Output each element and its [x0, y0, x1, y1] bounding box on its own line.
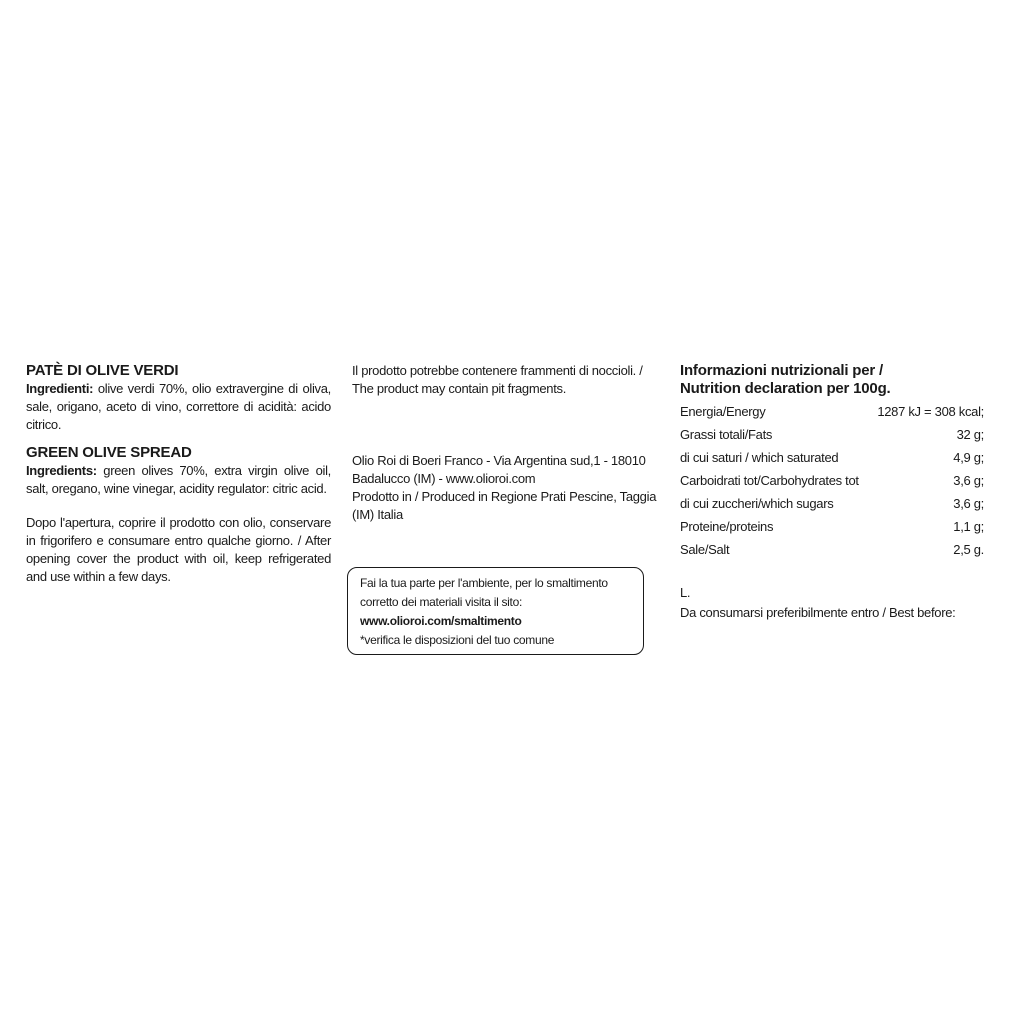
- column-producer: [352, 362, 662, 524]
- nutrition-row: [680, 515, 984, 538]
- nutrition-row: [680, 492, 984, 515]
- lot-label: L.: [680, 585, 691, 600]
- italian-ingredients: [26, 380, 331, 434]
- italian-ingredients-text: olive verdi 70%, olio extravergine di oliva, sale, origano, aceto di vino, correttore di acidità: acido citrico.: [26, 381, 331, 432]
- nutrition-label: Proteine/proteins: [680, 519, 774, 534]
- disposal-line-2: corretto dei materiali visita il sito:: [360, 595, 522, 609]
- nutrition-title-line-1: Informazioni nutrizionali per /: [680, 362, 883, 379]
- nutrition-value: 3,6 g;: [953, 473, 984, 488]
- nutrition-row: [680, 400, 984, 423]
- best-before-label: Da consumarsi preferibilmente entro / Best before:: [680, 605, 956, 620]
- disposal-line-1: Fai la tua parte per l'ambiente, per lo smaltimento: [360, 576, 608, 590]
- disposal-info-box: [347, 567, 644, 655]
- production-location: Prodotto in / Produced in Regione Prati Pescine, Taggia (IM) Italia: [352, 489, 657, 522]
- nutrition-label: Sale/Salt: [680, 542, 730, 557]
- producer-address: Olio Roi di Boeri Franco - Via Argentina sud,1 - 18010 Badalucco (IM) - www.olioroi.com: [352, 453, 646, 486]
- italian-product-title: PATÈ DI OLIVE VERDI: [26, 362, 179, 379]
- nutrition-row: [680, 446, 984, 469]
- nutrition-value: 1,1 g;: [953, 519, 984, 534]
- nutrition-value: 3,6 g;: [953, 496, 984, 511]
- nutrition-label: di cui saturi / which saturated: [680, 450, 839, 465]
- nutrition-label: Grassi totali/Fats: [680, 427, 773, 442]
- lot-and-expiry: [680, 583, 984, 623]
- english-ingredients-text: green olives 70%, extra virgin olive oil, salt, oregano, wine vinegar, acidity regulator: citric acid.: [26, 463, 331, 496]
- nutrition-label: Carboidrati tot/Carbohydrates tot: [680, 473, 859, 488]
- nutrition-value: 4,9 g;: [953, 450, 984, 465]
- nutrition-row: [680, 469, 984, 492]
- column-nutrition: [680, 362, 984, 623]
- producer-info: [352, 452, 662, 524]
- nutrition-label: di cui zuccheri/which sugars: [680, 496, 834, 511]
- nutrition-value: 2,5 g.: [953, 542, 984, 557]
- english-ingredients: [26, 462, 331, 498]
- storage-instructions: Dopo l'apertura, coprire il prodotto con olio, conservare in frigorifero e consumare entro qualche giorno. / After opening cover the product with oil, keep refrigerated and use within a few days.: [26, 515, 331, 584]
- nutrition-value: 32 g;: [956, 427, 984, 442]
- english-product-title: GREEN OLIVE SPREAD: [26, 444, 192, 461]
- disposal-url: www.olioroi.com/smaltimento: [360, 614, 522, 628]
- allergen-warning: Il prodotto potrebbe contenere frammenti di noccioli. / The product may contain pit fragments.: [352, 363, 643, 396]
- italian-ingredients-label: Ingredienti:: [26, 381, 94, 396]
- nutrition-label: Energia/Energy: [680, 404, 766, 419]
- english-ingredients-label: Ingredients:: [26, 463, 97, 478]
- nutrition-row: [680, 423, 984, 446]
- nutrition-value: 1287 kJ = 308 kcal;: [877, 404, 984, 419]
- column-ingredients: [26, 362, 331, 586]
- nutrition-table: [680, 400, 984, 561]
- disposal-note: *verifica le disposizioni del tuo comune: [360, 633, 555, 647]
- nutrition-title-line-2: Nutrition declaration per 100g.: [680, 380, 891, 397]
- nutrition-row: [680, 538, 984, 561]
